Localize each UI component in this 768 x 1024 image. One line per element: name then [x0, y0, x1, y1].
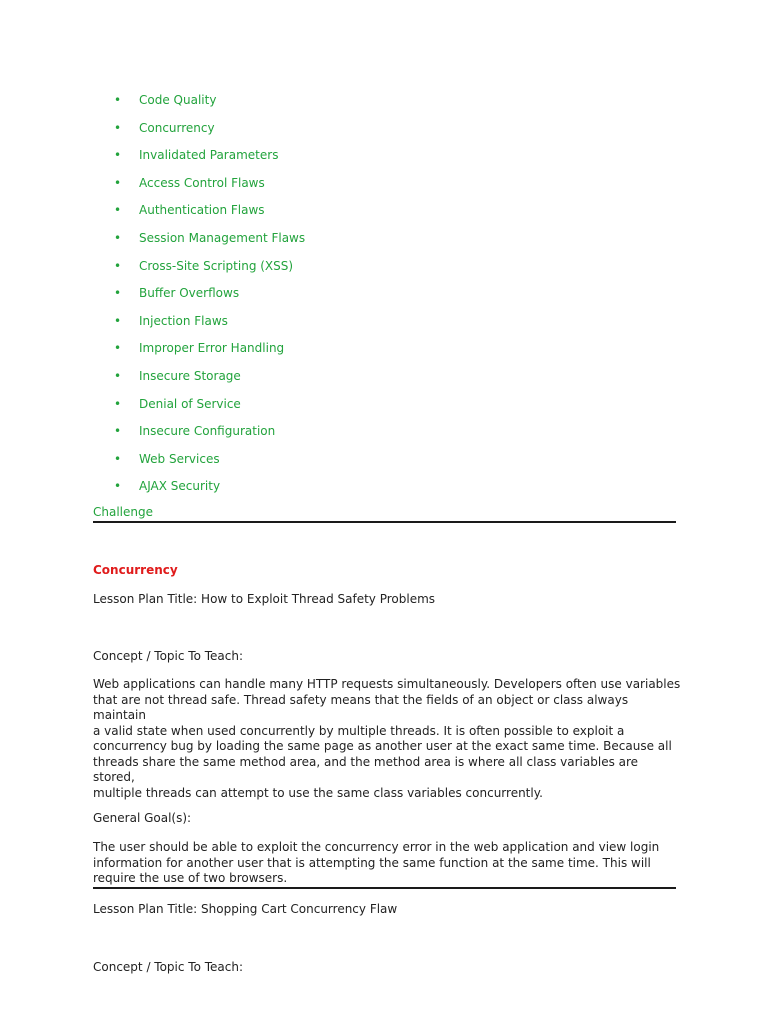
bullet-icon: •	[114, 230, 122, 245]
bullet-icon: •	[114, 396, 122, 411]
divider	[93, 887, 676, 889]
nav-item-web-services	[114, 451, 305, 479]
goal-heading: General Goal(s):	[93, 811, 192, 825]
nav-item-insecure-storage	[114, 368, 305, 396]
nav-link-authentication-flaws[interactable]: Authentication Flaws	[139, 203, 265, 218]
nav-link-concurrency[interactable]: Concurrency	[139, 120, 215, 135]
section-title: Concurrency	[93, 563, 178, 577]
nav-link-improper-error-handling[interactable]: Improper Error Handling	[139, 341, 285, 356]
bullet-icon: •	[114, 451, 122, 466]
nav-link-ajax-security[interactable]: AJAX Security	[139, 479, 221, 494]
nav-link-access-control-flaws[interactable]: Access Control Flaws	[139, 175, 265, 190]
lesson-nav-list	[114, 92, 305, 506]
nav-item-concurrency	[114, 120, 305, 148]
concept-heading: Concept / Topic To Teach:	[93, 649, 244, 663]
divider	[93, 521, 676, 523]
nav-link-injection-flaws[interactable]: Injection Flaws	[139, 313, 228, 328]
nav-link-session-management-flaws[interactable]: Session Management Flaws	[139, 230, 306, 245]
bullet-icon: •	[114, 175, 122, 190]
nav-link-insecure-storage[interactable]: Insecure Storage	[139, 368, 241, 383]
lesson-plan-title: Lesson Plan Title: How to Exploit Thread Safety Problems	[93, 592, 436, 606]
bullet-icon: •	[114, 120, 122, 135]
nav-item-denial-of-service	[114, 396, 305, 424]
nav-link-buffer-overflows[interactable]: Buffer Overflows	[139, 286, 240, 301]
nav-link-web-services[interactable]: Web Services	[139, 451, 220, 466]
bullet-icon: •	[114, 93, 122, 107]
bullet-icon: •	[114, 313, 122, 328]
nav-link-denial-of-service[interactable]: Denial of Service	[139, 396, 241, 411]
nav-link-xss[interactable]: Cross-Site Scripting (XSS)	[139, 258, 294, 273]
concept-body: Web applications can handle many HTTP requests simultaneously. Developers often use variables that are not thread safe. Thread safety means that the fields of an object or class always maintain a valid state when used concurrently by multiple threads. It is often possible to exploit a concurrency bug by loading the same page as another user at the exact same time. Because all threads share the same method area, and the method area is where all class variables are stored, multiple threads can attempt to use the same class variables concurrently.	[93, 677, 681, 800]
nav-item-session-management-flaws	[114, 230, 305, 258]
nav-item-invalidated-parameters	[114, 147, 305, 175]
nav-item-insecure-configuration	[114, 423, 305, 451]
nav-item-xss	[114, 258, 305, 286]
nav-item-authentication-flaws	[114, 202, 305, 230]
nav-item-improper-error-handling	[114, 340, 305, 368]
nav-item-code-quality	[114, 92, 305, 120]
nav-item-buffer-overflows	[114, 285, 305, 313]
bullet-icon: •	[114, 286, 122, 301]
nav-item-injection-flaws	[114, 313, 305, 341]
nav-link-code-quality[interactable]: Code Quality	[139, 93, 217, 107]
bullet-icon: •	[114, 203, 122, 218]
bullet-icon: •	[114, 148, 122, 163]
nav-item-access-control-flaws	[114, 175, 305, 203]
nav-link-insecure-configuration[interactable]: Insecure Configuration	[139, 424, 276, 439]
bullet-icon: •	[114, 479, 122, 494]
bullet-icon: •	[114, 341, 122, 356]
bullet-icon: •	[114, 424, 122, 439]
bullet-icon: •	[114, 368, 122, 383]
bullet-icon: •	[114, 258, 122, 273]
goal-body: The user should be able to exploit the concurrency error in the web application and view login information for another user that is attempting the same function at the same time. This will require the use of two browsers.	[93, 840, 660, 885]
challenge-link[interactable]: Challenge	[93, 505, 153, 519]
lesson-plan-title: Lesson Plan Title: Shopping Cart Concurrency Flaw	[93, 902, 398, 916]
nav-link-invalidated-parameters[interactable]: Invalidated Parameters	[139, 148, 279, 163]
nav-item-ajax-security	[114, 478, 305, 506]
concept-heading: Concept / Topic To Teach:	[93, 960, 244, 974]
